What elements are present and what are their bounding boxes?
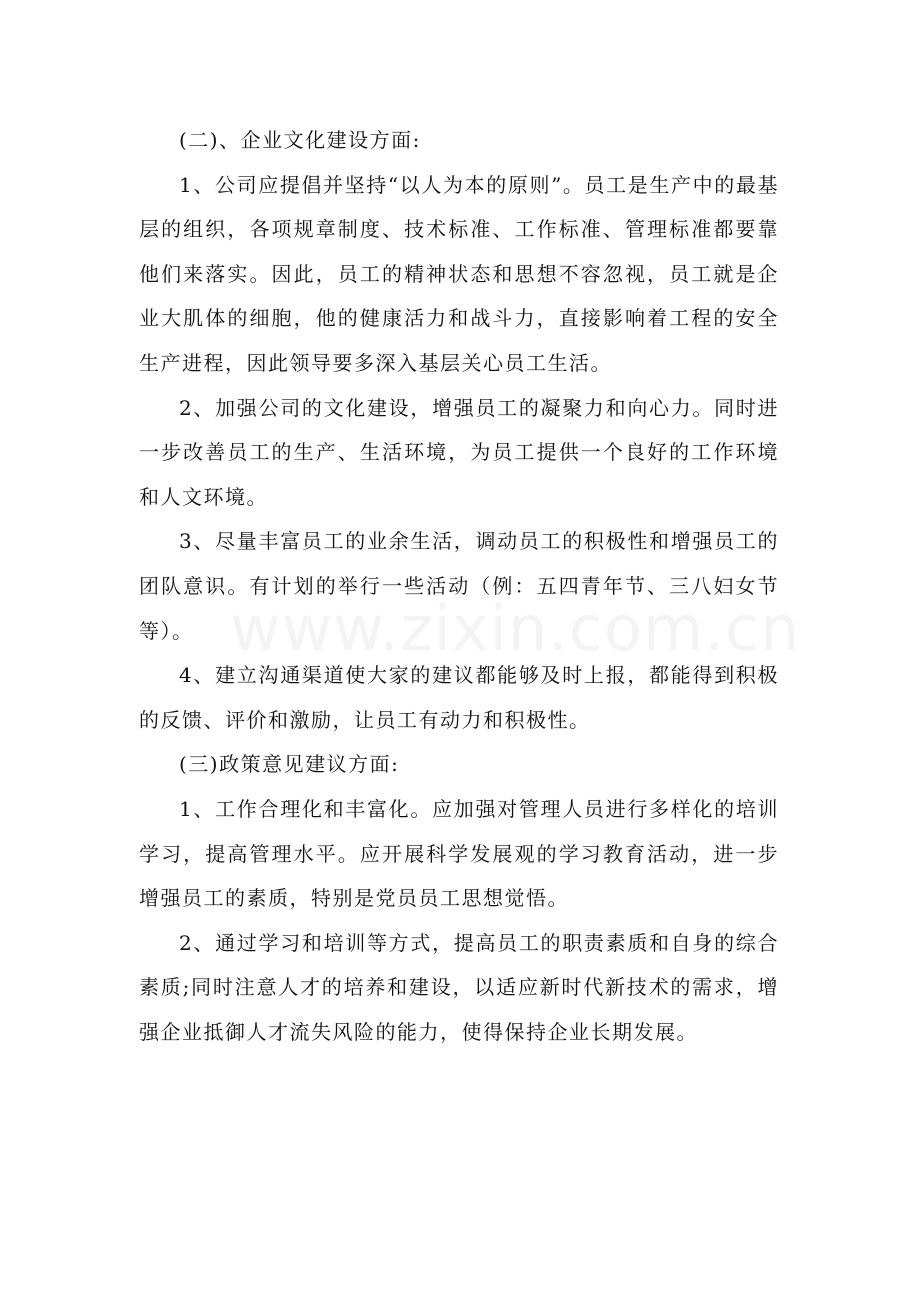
document-body xyxy=(139,118,801,1054)
section-heading-policy: (三)政策意见建议方面: xyxy=(179,752,400,777)
paragraph-culture-1: 1、公司应提倡并坚持“以人为本的原则”。员工是生产中的最基层的组织，各项规章制度、技术标准、工作标准、管理标准都要靠他们来落实。因此，员工的精神状态和思想不容忽视，员工就是企业大肌体的细胞，他的健康活力和战斗力，直接影响着工程的安全生产进程，因此领导要多深入基层关心员工生活。 xyxy=(139,172,779,375)
paragraph-culture-4: 4、建立沟通渠道使大家的建议都能够及时上报，都能得到积极的反馈、评价和激励，让员工有动力和积极性。 xyxy=(139,663,779,732)
paragraph-policy-2: 2、通过学习和培训等方式，提高员工的职责素质和自身的综合素质;同时注意人才的培养和建设，以适应新时代新技术的需求，增强企业抵御人才流失风险的能力，使得保持企业长期发展。 xyxy=(139,930,779,1044)
paragraph-policy-1: 1、工作合理化和丰富化。应加强对管理人员进行多样化的培训学习，提高管理水平。应开展科学发展观的学习教育活动，进一步增强员工的素质，特别是党员员工思想觉悟。 xyxy=(139,796,779,911)
paragraph-culture-2: 2、加强公司的文化建设，增强员工的凝聚力和向心力。同时进一步改善员工的生产、生活环境，为员工提供一个良好的工作环境和人文环境。 xyxy=(139,395,779,509)
watermark: www.zixin.com.cn xyxy=(230,592,801,665)
section-heading-culture: (二)、企业文化建设方面: xyxy=(179,128,421,152)
paragraph-culture-3: 3、尽量丰富员工的业余生活，调动员工的积极性和增强员工的团队意识。有计划的举行一些活动（例：五四青年节、三八妇女节等）。 xyxy=(139,529,779,643)
